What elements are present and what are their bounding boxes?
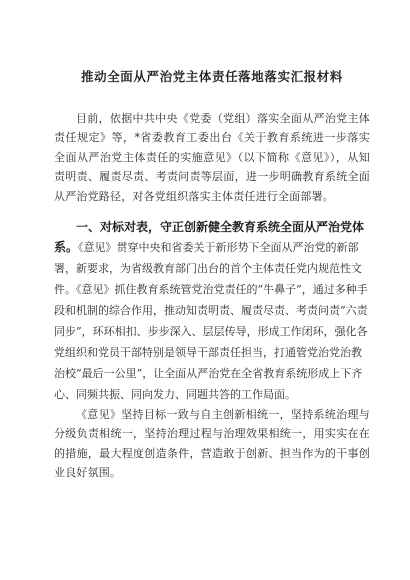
section1-body-2: 《意见》坚持目标一致与自主创新相统一，坚持系统治理与分级负责相统一，坚持治理过程与治理效果相统一，用实实在在的措施，最大程度创造条件，营造敢于创新、担当作为的干事创业良好氛围。 <box>54 408 370 480</box>
section1-paragraph <box>54 217 370 405</box>
document-title: 推动全面从严治党主体责任落地落实汇报材料 <box>80 69 343 84</box>
section1-heading: 一、对标对表，守正创新健全教育系统全面从严治党体系。 <box>54 220 365 255</box>
intro-paragraph: 目前，依据中共中央《党委（党组）落实全面从严治党主体责任规定》等，*省委教育工委出台《关于教育系统进一步落实全面从严治党主体责任的实施意见》（以下简称《意见》），从知责明责、履责尽责、考责问责等层面，进一步明确教育系统全面从严治党路径，对各党组织落实主体责任进行全面部署。 <box>54 112 370 203</box>
section1-body: 《意见》贯穿中央和省委关于新形势下全面从严治党的新部署，新要求，为省级教育部门出台的首个主体责任党内规范性文件。《意见》抓住教育系统管党治党责任的“牛鼻子”，通过多种手段和机制的综合作用，推动知责明责、履责尽责、考责问责“六责同步”，环环相扣、步步深入、层层传导，形成工作闭环，强化各党组织和党员干部特别是领导干部责任担当，打通管党治党治教治校“最后一公里”，让全面从严治党在全省教育系统形成上下齐心、同频共振、同向发力、同题共答的工作局面。 <box>54 241 368 402</box>
